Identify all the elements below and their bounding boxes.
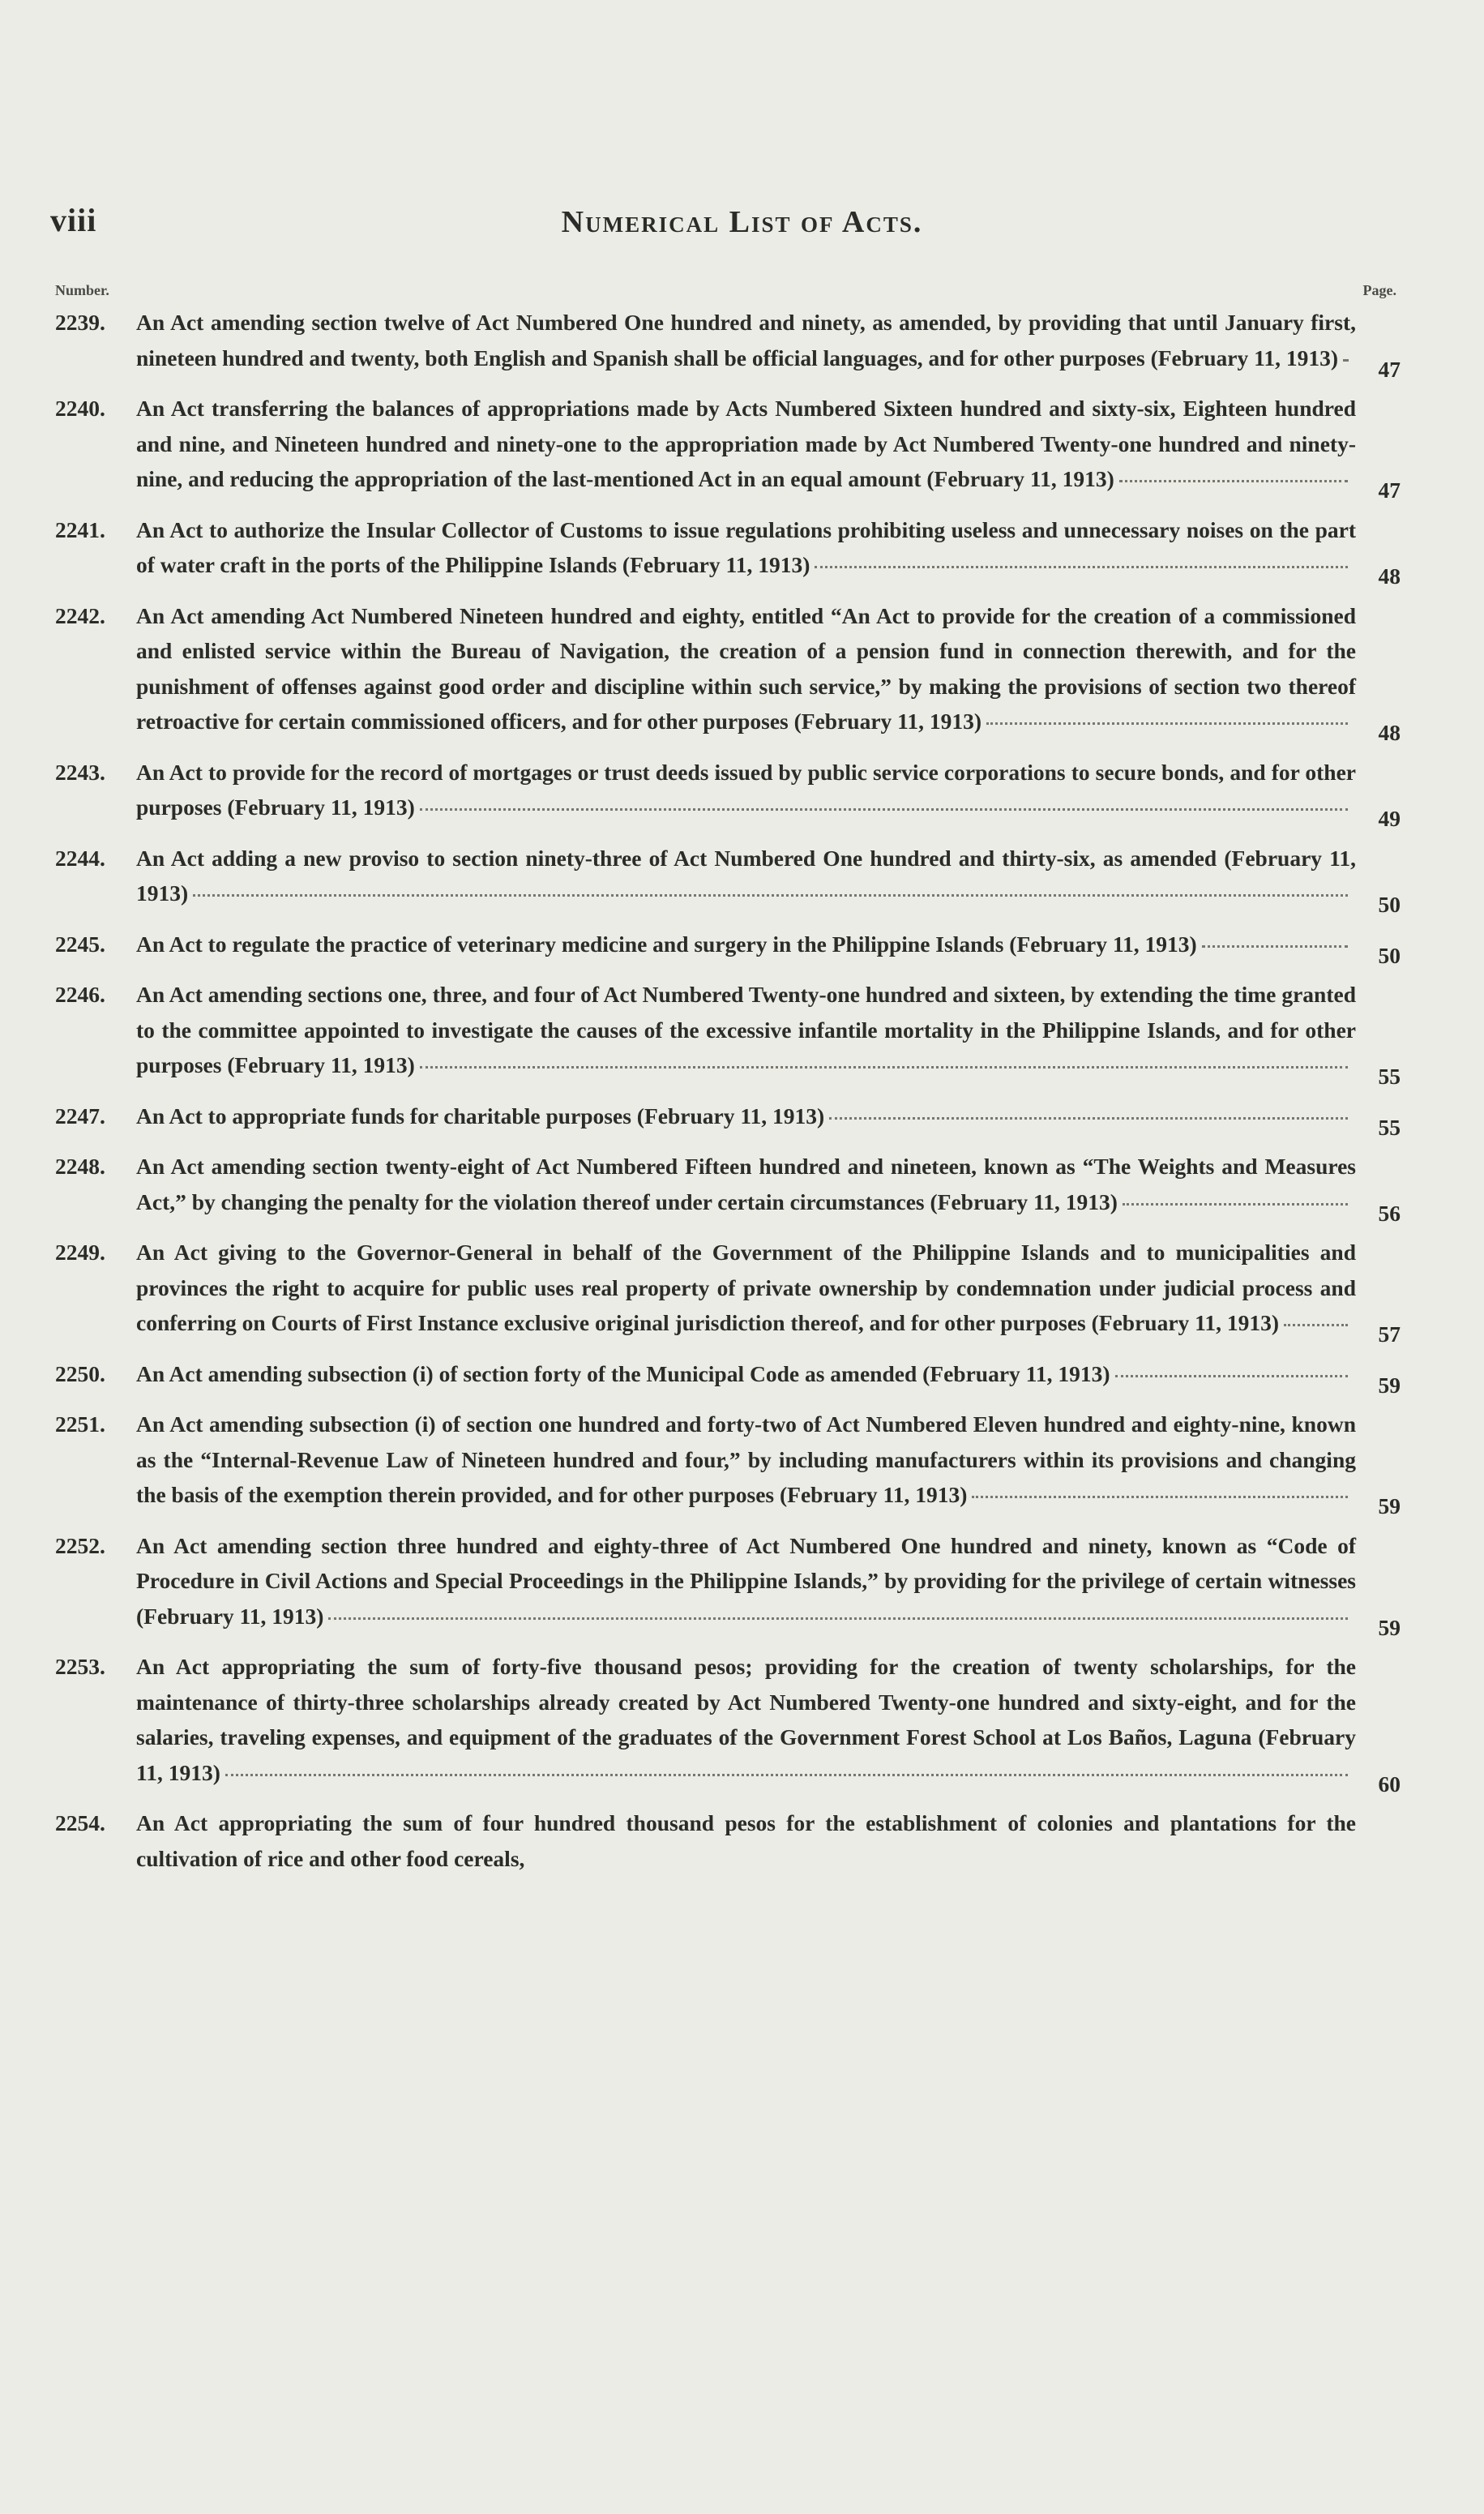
act-page-number: 47 bbox=[1378, 478, 1401, 503]
act-page-number: 48 bbox=[1378, 720, 1401, 745]
act-number: 2248. bbox=[55, 1154, 105, 1179]
act-title: An Act amending section twelve of Act Numbered One hundred and ninety, as amended, by providing that until January first, nineteen hundred and twenty, both English and Spanish shall be official languages, and for other purposes bbox=[136, 310, 1356, 370]
leader-dots bbox=[972, 1496, 1348, 1498]
act-number: 2252. bbox=[55, 1532, 105, 1558]
act-page-number: 49 bbox=[1378, 806, 1401, 831]
column-header-page: Page. bbox=[1362, 282, 1396, 298]
act-description bbox=[136, 841, 1356, 911]
leader-dots bbox=[1284, 1324, 1348, 1326]
act-title: An Act appropriating the sum of four hundred thousand pesos for the establishment of colonies and plantations for the cultivation of rice and other food cereals, bbox=[136, 1810, 1356, 1871]
leader-dots bbox=[1202, 945, 1348, 948]
act-title: An Act adding a new proviso to section ninety-three of Act Numbered One hundred and thirty-six, as amended bbox=[136, 845, 1217, 871]
acts-list bbox=[55, 305, 1401, 1891]
act-description bbox=[136, 391, 1356, 497]
list-item bbox=[55, 1528, 1401, 1640]
column-header-number: Number. bbox=[55, 282, 109, 298]
act-date: (February 11, 1913) bbox=[136, 1603, 324, 1629]
act-number: 2241. bbox=[55, 516, 105, 542]
act-title: An Act to regulate the practice of veterinary medicine and surgery in the Philippine Islands bbox=[136, 931, 1004, 957]
act-number: 2243. bbox=[55, 759, 105, 785]
leader-dots bbox=[1119, 480, 1348, 482]
list-item bbox=[55, 305, 1401, 382]
act-page-number: 55 bbox=[1378, 1064, 1401, 1089]
list-item bbox=[55, 1805, 1401, 1876]
list-item bbox=[55, 1149, 1401, 1226]
act-date: (February 11, 1913) bbox=[779, 1482, 968, 1507]
act-description bbox=[136, 598, 1356, 739]
act-number: 2253. bbox=[55, 1654, 105, 1679]
page-folio: viii bbox=[50, 202, 97, 238]
act-date: (February 11, 1913) bbox=[227, 794, 415, 820]
act-title: An Act amending subsection (i) of section forty of the Municipal Code as amended bbox=[136, 1360, 917, 1386]
act-number: 2245. bbox=[55, 931, 105, 957]
act-title: An Act giving to the Governor-General in behalf of the Government of the Philippine Islands and to municipalities and provinces the right to acquire for public uses real property of private ownership by condemnation under judicial process and conferring on Courts of First Instance exclusive original jurisdiction thereof, and for other purposes bbox=[136, 1240, 1356, 1335]
act-page-number: 50 bbox=[1378, 942, 1401, 968]
act-number: 2242. bbox=[55, 602, 105, 628]
act-title: An Act to appropriate funds for charitable purposes bbox=[136, 1103, 631, 1129]
act-description bbox=[136, 1235, 1356, 1341]
act-date: (February 11, 1913) bbox=[622, 552, 810, 577]
leader-dots bbox=[328, 1617, 1348, 1620]
act-title: An Act to authorize the Insular Collector of Customs to issue regulations prohibiting useless and unnecessary noises on the part of water craft in the ports of the Philippine Islands bbox=[136, 516, 1356, 577]
act-page-number: 57 bbox=[1378, 1321, 1401, 1347]
act-title: An Act amending subsection (i) of section one hundred and forty-two of Act Numbered Eleven hundred and eighty-nine, known as the “Internal-Revenue Law of Nineteen hundred and four,” by including manufacturers within its provisions and changing the basis of the exemption therein provided, and for other purposes bbox=[136, 1411, 1356, 1507]
list-item bbox=[55, 512, 1401, 589]
act-number: 2239. bbox=[55, 310, 105, 335]
act-description bbox=[136, 1649, 1356, 1790]
leader-dots bbox=[986, 722, 1348, 725]
act-title: An Act amending sections one, three, and four of Act Numbered Twenty-one hundred and sixteen, by extending the time granted to the committee appointed to investigate the causes of the excessive infantile mortality in the Philippine Islands, and for other purposes bbox=[136, 982, 1356, 1077]
list-item bbox=[55, 1356, 1401, 1398]
list-item bbox=[55, 1649, 1401, 1797]
leader-dots bbox=[829, 1117, 1348, 1120]
list-item bbox=[55, 1099, 1401, 1140]
act-page-number: 60 bbox=[1378, 1771, 1401, 1797]
act-title: An Act appropriating the sum of forty-five thousand pesos; providing for the creation of twenty scholarships, for the maintenance of thirty-three scholarships already created by Act Numbered Twenty-one hundred and sixty-eight, and for the salaries, traveling expenses, and equipment of the graduates of the Government Forest School at Los Baños, Laguna bbox=[136, 1654, 1356, 1750]
leader-dots bbox=[1123, 1203, 1348, 1206]
list-item bbox=[55, 391, 1401, 503]
act-title: An Act to provide for the record of mortgages or trust deeds issued by public service corporations to secure bonds, and for other purposes bbox=[136, 759, 1356, 820]
act-description bbox=[136, 512, 1356, 583]
act-description bbox=[136, 1528, 1356, 1634]
list-item bbox=[55, 841, 1401, 917]
list-item bbox=[55, 755, 1401, 831]
act-date: (February 11, 1913) bbox=[793, 709, 982, 734]
act-page-number: 56 bbox=[1378, 1200, 1401, 1226]
act-page-number: 50 bbox=[1378, 892, 1401, 917]
act-description bbox=[136, 1149, 1356, 1219]
act-number: 2250. bbox=[55, 1360, 105, 1386]
act-title: An Act amending section three hundred and eighty-three of Act Numbered One hundred and ninety, known as “Code of Procedure in Civil Actions and Special Proceedings in the Philippine Islands,” by providing for the privilege of certain witnesses bbox=[136, 1532, 1356, 1593]
act-date: (February 11, 1913) bbox=[926, 466, 1114, 491]
act-description bbox=[136, 977, 1356, 1083]
leader-dots bbox=[815, 566, 1348, 568]
act-description bbox=[136, 1099, 1356, 1134]
act-date: (February 11, 1913) bbox=[136, 1724, 1356, 1785]
act-title: An Act amending Act Numbered Nineteen hundred and eighty, entitled “An Act to provide for the creation of a commissioned and enlisted service within the Bureau of Navigation, the creation of a pension fund in connection therewith, and for the punishment of offenses against good order and discipline within such service,” by making the provisions of section two thereof retroactive for certain commissioned officers, and for other purposes bbox=[136, 602, 1356, 734]
act-description bbox=[136, 305, 1356, 375]
act-title: An Act transferring the balances of appropriations made by Acts Numbered Sixteen hundred and sixty-six, Eighteen hundred and nine, and Nineteen hundred and ninety-one to the appropriation made by Act Numbered Twenty-one hundred and ninety-nine, and reducing the appropriation of the last-mentioned Act in an equal amount bbox=[136, 396, 1356, 491]
act-page-number: 59 bbox=[1378, 1614, 1401, 1640]
act-number: 2244. bbox=[55, 845, 105, 871]
act-date: (February 11, 1913) bbox=[1091, 1310, 1280, 1335]
act-description bbox=[136, 927, 1356, 962]
list-item bbox=[55, 927, 1401, 968]
act-page-number: 55 bbox=[1378, 1114, 1401, 1140]
act-number: 2240. bbox=[55, 396, 105, 421]
act-number: 2246. bbox=[55, 982, 105, 1007]
act-description bbox=[136, 755, 1356, 825]
act-date: (February 11, 1913) bbox=[922, 1360, 1110, 1386]
leader-dots bbox=[193, 894, 1348, 897]
act-page-number: 48 bbox=[1378, 563, 1401, 589]
act-number: 2251. bbox=[55, 1411, 105, 1437]
list-item bbox=[55, 1235, 1401, 1347]
act-number: 2254. bbox=[55, 1810, 105, 1835]
act-number: 2247. bbox=[55, 1103, 105, 1129]
act-description bbox=[136, 1407, 1356, 1513]
act-date: (February 11, 1913) bbox=[227, 1052, 415, 1077]
leader-dots bbox=[420, 808, 1348, 811]
act-description bbox=[136, 1805, 1356, 1876]
page-title: Numerical List of Acts. bbox=[561, 205, 923, 239]
act-page-number: 59 bbox=[1378, 1493, 1401, 1518]
list-item bbox=[55, 1407, 1401, 1518]
act-page-number: 59 bbox=[1378, 1372, 1401, 1398]
leader-dots bbox=[420, 1066, 1348, 1069]
act-date: (February 11, 1913) bbox=[136, 845, 1356, 906]
act-date: (February 11, 1913) bbox=[636, 1103, 825, 1129]
act-date: (February 11, 1913) bbox=[1150, 345, 1339, 370]
list-item bbox=[55, 977, 1401, 1089]
leader-dots bbox=[1115, 1375, 1348, 1377]
act-date: (February 11, 1913) bbox=[930, 1188, 1118, 1214]
leader-dots bbox=[225, 1774, 1348, 1776]
act-number: 2249. bbox=[55, 1240, 105, 1265]
act-page-number: 47 bbox=[1378, 356, 1401, 382]
act-description bbox=[136, 1356, 1356, 1392]
list-item bbox=[55, 598, 1401, 745]
act-title: An Act amending section twenty-eight of Act Numbered Fifteen hundred and nineteen, known as “The Weights and Measures Act,” by changing the penalty for the violation thereof under certain circumstances bbox=[136, 1154, 1356, 1214]
act-date: (February 11, 1913) bbox=[1009, 931, 1197, 957]
leader-dots bbox=[1343, 359, 1348, 362]
